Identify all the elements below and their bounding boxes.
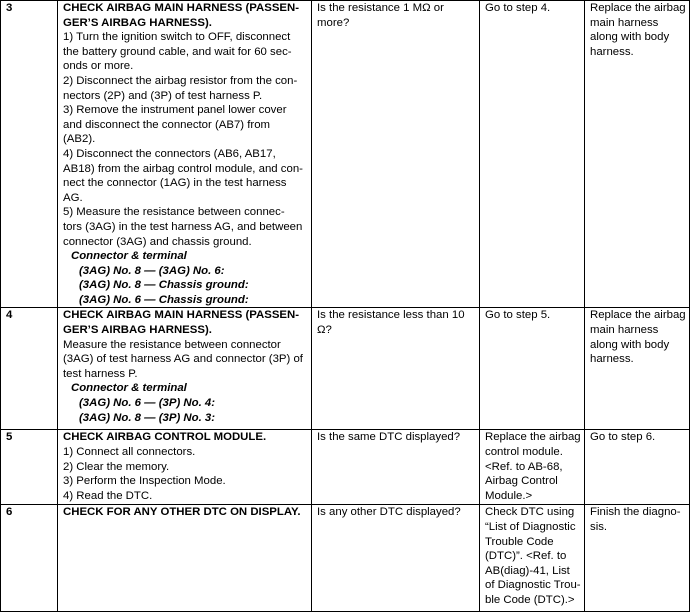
no-action-text: main harness [590,16,659,29]
connector-terminal-heading: Connector & terminal [71,382,187,395]
no-action-text: Finish the diagno- [590,506,681,519]
terminal-spec: (3AG) No. 8 — (3AG) No. 6: [79,264,225,277]
check-cell [58,308,312,430]
yes-action-text: Module.> [485,489,533,502]
check-instruction: (AB2). [63,133,96,146]
yes-action-text: of Diagnostic Trou- [485,579,581,592]
step-cell [1,308,58,430]
table-row [1,1,690,308]
check-instruction: (3AG) of test harness AG and connector (3P) of [63,353,303,366]
check-instruction: nect the connector (1AG) in the test harness [63,177,287,190]
check-instruction: 4) Disconnect the connectors (AB6, AB17, [63,147,276,160]
no-action-text: along with body [590,31,670,44]
check-instruction: nectors (2P) and (3P) of test harness P. [63,89,263,102]
check-instruction: Measure the resistance between connector [63,338,281,351]
yes-action-text: ble Code (DTC).> [485,594,575,607]
yes-action-text: Go to step 4. [485,2,551,14]
question-text: Is the same DTC displayed? [317,431,461,444]
terminal-spec: (3AG) No. 6 — Chassis ground: [79,293,249,306]
no-action-text: Go to step 6. [590,431,656,444]
terminal-spec: (3AG) No. 8 — Chassis ground: [79,279,249,292]
check-title: CHECK AIRBAG CONTROL MODULE. [63,431,267,444]
check-instruction: AB18) from the airbag control module, and con- [63,162,303,175]
check-instruction: 4) Read the DTC. [63,489,153,502]
no-action-text: Replace the airbag [590,2,686,14]
no-cell [585,308,690,430]
yes-action-text: Airbag Control [485,475,558,488]
yes-action-text: Replace the airbag [485,431,581,444]
table-row [1,430,690,505]
check-title: CHECK AIRBAG MAIN HARNESS (PASSEN- [63,309,300,322]
question-text: more? [317,16,350,29]
table-row [1,505,690,612]
check-cell [58,430,312,505]
step-number: 3 [6,2,13,14]
check-title: GER’S AIRBAG HARNESS). [63,16,212,29]
no-action-text: along with body [590,338,670,351]
no-action-text: Replace the airbag [590,309,686,322]
question-text: Is the resistance 1 MΩ or [317,2,444,14]
no-cell [585,430,690,505]
yes-action-text: Trouble Code [485,535,554,548]
yes-action-text: Go to step 5. [485,309,551,322]
step-cell [1,505,58,612]
connector-terminal-heading: Connector & terminal [71,250,187,263]
check-instruction: 1) Connect all connectors. [63,446,196,459]
yes-cell [480,505,585,612]
check-instruction: tors (3AG) in the test harness AG, and between [63,220,303,233]
check-instruction: 1) Turn the ignition switch to OFF, disconnect [63,31,291,44]
check-instruction: 2) Disconnect the airbag resistor from the con- [63,74,298,87]
check-instruction: test harness P. [63,367,138,380]
question-cell [312,308,480,430]
check-instruction: 3) Remove the instrument panel lower cover [63,104,287,117]
check-instruction: AG. [63,191,83,204]
yes-action-text: “List of Diagnostic [485,521,576,534]
check-cell [58,1,312,308]
yes-action-text: control module. [485,446,563,459]
step-number: 5 [6,431,13,444]
table-row [1,308,690,430]
step-number: 4 [6,309,13,322]
question-cell [312,505,480,612]
no-action-text: main harness [590,324,659,337]
question-text: Is the resistance less than 10 [317,309,465,322]
question-cell [312,1,480,308]
check-instruction: 3) Perform the Inspection Mode. [63,475,226,488]
step-number: 6 [6,506,13,519]
no-cell [585,1,690,308]
check-instruction: onds or more. [63,60,134,73]
yes-cell [480,430,585,505]
check-instruction: 2) Clear the memory. [63,460,170,473]
check-instruction: the battery ground cable, and wait for 60 sec- [63,45,292,58]
no-action-text: sis. [590,521,608,534]
check-title: GER’S AIRBAG HARNESS). [63,324,212,337]
question-text: Is any other DTC displayed? [317,506,461,519]
check-title: CHECK FOR ANY OTHER DTC ON DISPLAY. [63,506,301,519]
table-body [1,1,690,612]
no-action-text: harness. [590,353,634,366]
no-action-text: harness. [590,45,634,58]
check-cell [58,505,312,612]
yes-action-text: Check DTC using [485,506,575,519]
yes-action-text: AB(diag)-41, List [485,564,570,577]
yes-cell [480,308,585,430]
terminal-spec: (3AG) No. 6 — (3P) No. 4: [79,397,216,410]
yes-cell [480,1,585,308]
check-instruction: 5) Measure the resistance between connec- [63,206,285,219]
check-instruction: connector (3AG) and chassis ground. [63,235,252,248]
question-text: Ω? [317,324,332,337]
step-cell [1,430,58,505]
check-title: CHECK AIRBAG MAIN HARNESS (PASSEN- [63,2,300,14]
step-cell [1,1,58,308]
yes-action-text: (DTC)”. <Ref. to [485,550,567,563]
question-cell [312,430,480,505]
terminal-spec: (3AG) No. 8 — (3P) No. 3: [79,411,216,424]
no-cell [585,505,690,612]
yes-action-text: <Ref. to AB-68, [485,460,563,473]
check-instruction: and disconnect the connector (AB7) from [63,118,271,131]
